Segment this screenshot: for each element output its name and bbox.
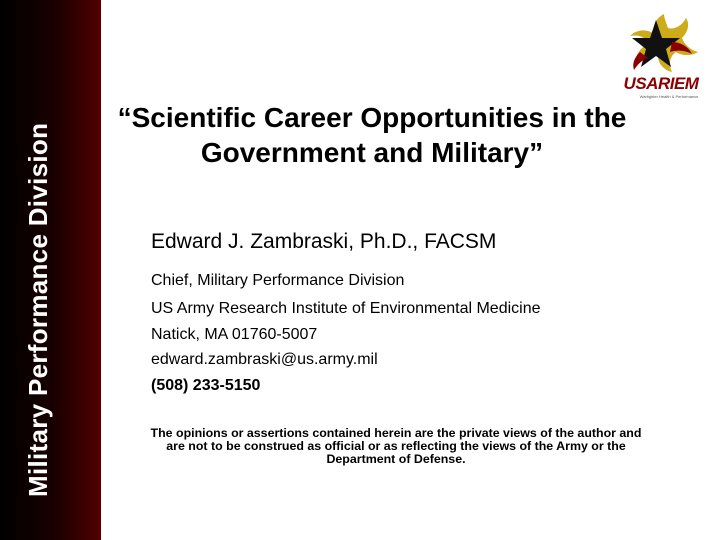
email: edward.zambraski@us.army.mil: [151, 351, 378, 368]
presentation-title: “Scientific Career Opportunities in the Government and Military”: [117, 102, 627, 168]
logo-tagline: Warfighter Health & Performance: [639, 94, 699, 99]
usariem-logo: [612, 12, 708, 104]
institute-name: US Army Research Institute of Environmental Medicine: [151, 300, 541, 317]
phone: (508) 233-5150: [151, 377, 261, 394]
author-position: Chief, Military Performance Division: [151, 272, 405, 289]
star-icon: [612, 12, 708, 78]
disclaimer: The opinions or assertions contained herein are the private views of the author and are not to be construed as official or as reflecting the views of the Army or the Department of Defense.: [150, 426, 642, 466]
sidebar-band: [0, 0, 101, 540]
author-name: Edward J. Zambraski, Ph.D., FACSM: [151, 230, 497, 253]
sidebar-label: Military Performance Division: [23, 122, 53, 497]
logo-wordmark: USARIEM: [623, 74, 699, 93]
address: Natick, MA 01760-5007: [151, 326, 318, 343]
